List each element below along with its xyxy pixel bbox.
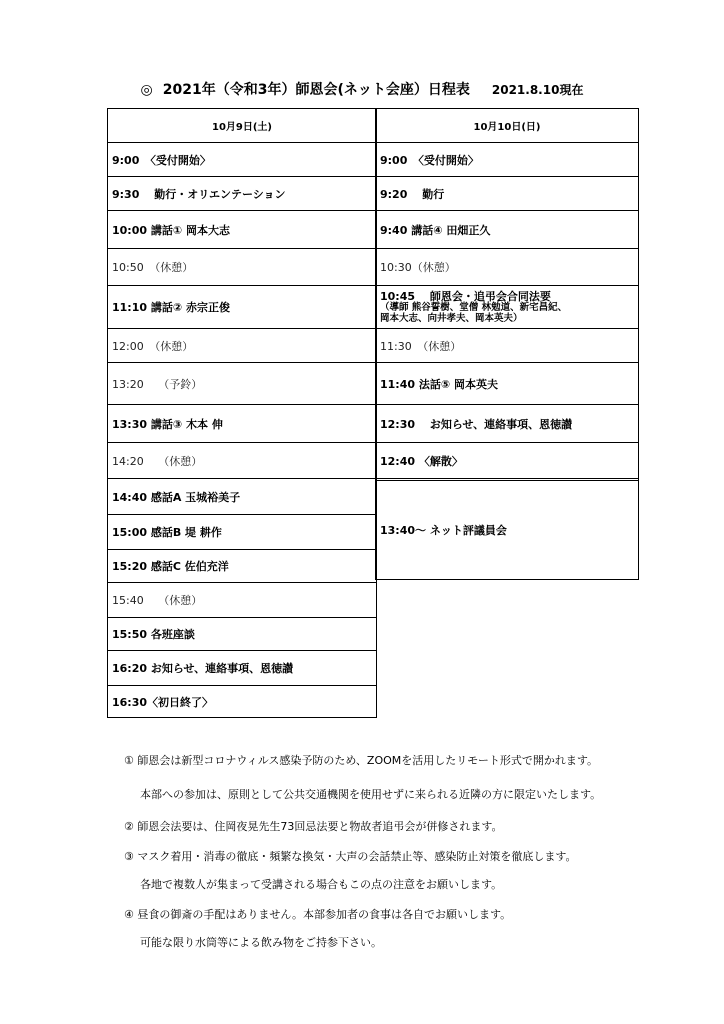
day1-row: 10:50 （休憩）: [108, 248, 376, 285]
officiants-line: （導師 熊谷誓樹、堂僧 林勉道、新宅昌紀、: [380, 301, 568, 313]
note-item: 本部への参加は、原則として公共交通機関を使用せずに来られる近隣の方に限定いたします。: [140, 788, 602, 801]
day1-row: 15:20 感話C 佐伯充洋: [108, 549, 376, 582]
day1-row: 15:50 各班座談: [108, 617, 376, 650]
day1-row: 16:20 お知らせ、連絡事項、恩徳讃: [108, 650, 376, 685]
day1-header: 10月9日(土): [211, 122, 272, 133]
day2-schedule-table: [375, 108, 639, 580]
note-item: ④ 昼食の御斎の手配はありません。本部参加者の食事は各自でお願いします。: [124, 908, 512, 921]
day1-row: 10:00 講話① 岡本大志: [108, 210, 376, 248]
day1-row: 15:40 （休憩）: [108, 582, 376, 617]
day1-row: 16:30〈初日終了〉: [108, 685, 376, 717]
day2-row: 12:40 〈解散〉: [376, 442, 638, 478]
day2-row: 11:40 法話⑤ 岡本英夫: [376, 362, 638, 404]
day1-row: 9:00 〈受付開始〉: [108, 142, 376, 176]
day1-row: 15:00 感話B 堤 耕作: [108, 514, 376, 549]
note-item: 各地で複数人が集まって受講される場合もこの点の注意をお願いします。: [140, 878, 503, 891]
officiants-line: 岡本大志、向井孝夫、岡本英夫）: [380, 312, 523, 324]
note-item: ③ マスク着用・消毒の徹底・頻繁な換気・大声の会話禁止等、感染防止対策を徹底します。: [124, 850, 577, 863]
day1-row: 14:20 （休憩）: [108, 442, 376, 478]
day2-row: 11:30 （休憩）: [376, 328, 638, 362]
day2-row: 13:40～ ネット評議員会: [376, 478, 638, 579]
day2-row: 9:00 〈受付開始〉: [376, 142, 638, 176]
double-circle-icon: ◎: [140, 82, 153, 98]
day1-row: 9:30 勤行・オリエンテーション: [108, 176, 376, 210]
as-of-date: 2021.8.10現在: [491, 83, 584, 97]
memorial-service-line: 10:45 師恩会・追弔会合同法要: [380, 289, 551, 303]
day1-row: 13:20 （予鈴）: [108, 362, 376, 404]
day2-row: 12:30 お知らせ、連絡事項、恩徳讃: [376, 404, 638, 442]
day2-row: 10:30（休憩）: [376, 248, 638, 285]
day1-row: 14:40 感話A 玉城裕美子: [108, 478, 376, 514]
day1-schedule-table: [107, 108, 377, 718]
day2-memorial-row: [376, 285, 638, 328]
title-text: 2021年（令和3年）師恩会(ネット会座）日程表: [162, 82, 470, 98]
day1-row: 13:30 講話③ 木本 伸: [108, 404, 376, 442]
note-item: ② 師恩会法要は、住岡夜晃先生73回忌法要と物故者追弔会が併修されます。: [124, 820, 503, 833]
day2-row: 9:40 講話④ 田畑正久: [376, 210, 638, 248]
day2-header: 10月10日(日): [473, 122, 541, 133]
note-item: ① 師恩会は新型コロナウィルス感染予防のため、ZOOMを活用したリモート形式で開かれます。: [124, 754, 598, 767]
day1-row: 12:00 （休憩）: [108, 328, 376, 362]
day2-row: 9:20 勤行: [376, 176, 638, 210]
page-title: [0, 79, 724, 99]
day1-row: 11:10 講話② 赤宗正俊: [108, 285, 376, 328]
note-item: 可能な限り水筒等による飲み物をご持参下さい。: [140, 936, 382, 949]
